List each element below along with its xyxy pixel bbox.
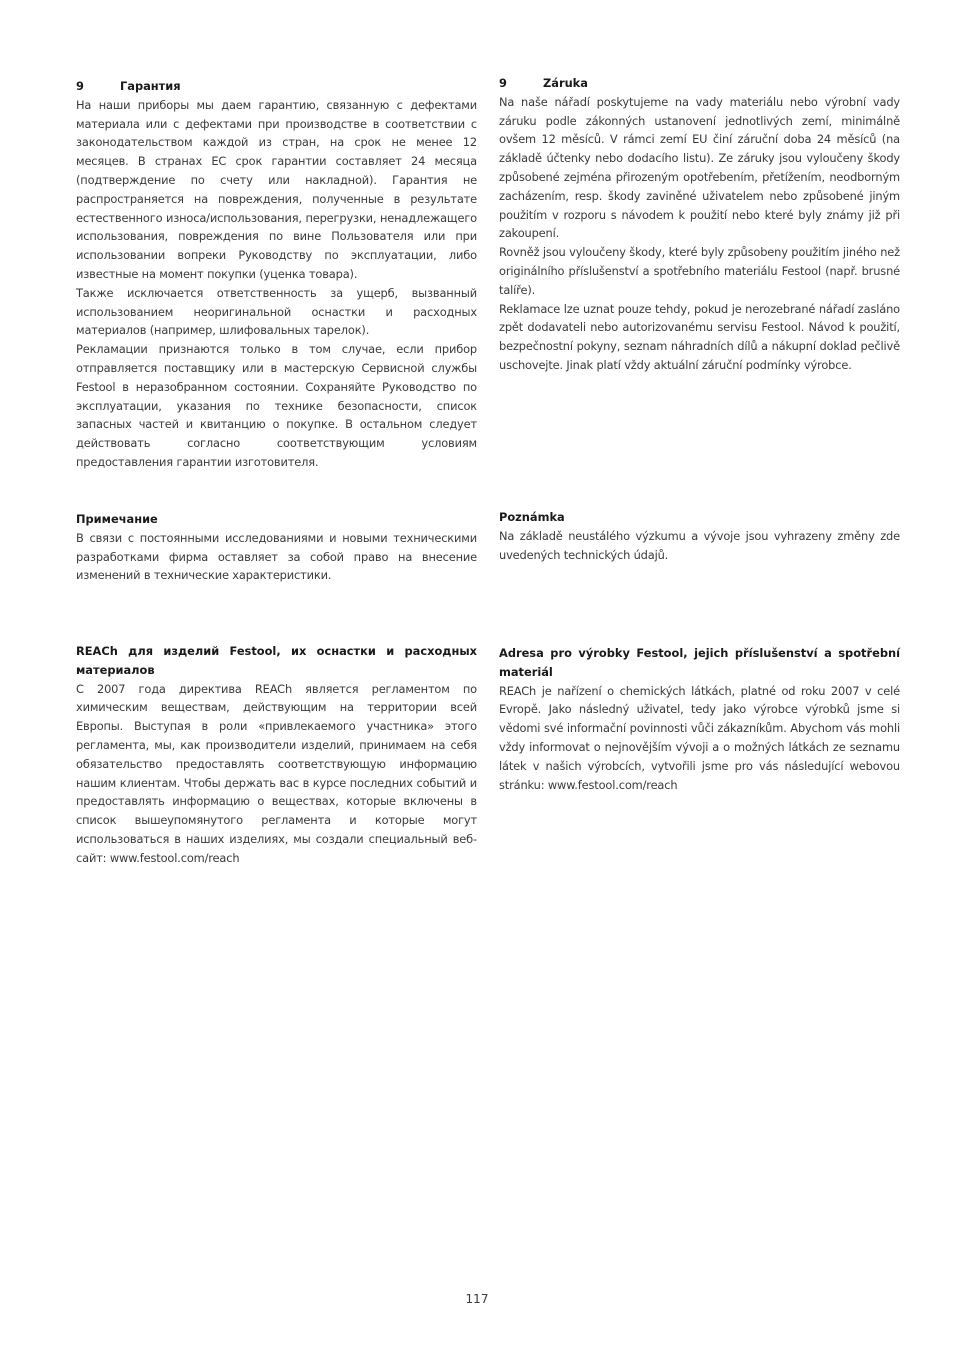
warranty-paragraph-1: На наши приборы мы даем гарантию, связанную с дефектами материала или с дефектами при производстве в соответствии с законодательством каждой из стран, на срок не менее 12 месяцев. В странах ЕС срок гарантии составляет 24 месяца (подтверждение по счету или накладной). Гарантия не распространяется на повреждения, полученные в результате естественного износа/использования, перегрузки, ненадлежащего использования, повреждения по вине Пользователя или при использовании вопреки Руководству по эксплуатации, либо известные на момент покупки (уценка товара).: [76, 97, 477, 281]
note-heading-cs: Poznámka: [499, 510, 565, 524]
note-heading-ru: Примечание: [76, 512, 158, 526]
warranty-paragraph-3: Рекламации признаются только в том случае, если прибор отправляется поставщику или в мастерскую Сервисной службы Festool в неразобранном состоянии. Сохраняйте Руководство по эксплуатации, указания по технике безопасности, список запасных частей и квитанцию о покупке. В остальном следует действовать согласно соответствующим условиям предоставления гарантии изготовителя.: [76, 342, 477, 469]
reach-paragraph: С 2007 года директива REACh является регламентом по химическим веществам, действующим на территории всей Европы. Выступая в роли «привлекаемого участника» этого регламента, мы, как производители изделий, принимаем на себя обязательство предоставлять соответствующую информацию нашим клиентам. Чтобы держать вас в курсе последних событий и предоставлять информацию о веществах, которые включены в список вышеупомянутого регламента и которые могут использоваться в наших изделиях, мы создали специальный веб-сайт: www.festool.com/reach: [76, 681, 477, 865]
section-number: 9: [499, 76, 507, 90]
warranty-heading-cs: [499, 74, 900, 93]
reach-heading-ru: REACh для изделий Festool, их оснастки и расходных материалов: [76, 644, 477, 677]
warranty-paragraph-2: Rovněž jsou vyloučeny škody, které byly způsobeny použitím jiného než originálního příslušenství a spotřebního materiálu Festool (např. brusné talíře).: [499, 245, 900, 297]
warranty-paragraph-2: Также исключается ответственность за ущерб, вызванный использованием неоригинальной оснастки и расходных материалов (например, шлифовальных тарелок).: [76, 285, 477, 338]
note-section-ru: [76, 510, 477, 585]
note-section-cs: [499, 508, 900, 564]
section-title: Záruka: [543, 76, 588, 90]
reach-section-cs: [499, 644, 900, 794]
warranty-heading-ru: [76, 77, 477, 96]
reach-heading-cs: Adresa pro výrobky Festool, jejich příslušenství a spotřební materiál: [499, 646, 900, 679]
section-number: 9: [76, 79, 84, 93]
reach-paragraph: REACh je nařízení o chemických látkách, platné od roku 2007 v celé Evropě. Jako následný uživatel, tedy jako výrobce výrobků jsme si vědomi své informační povinnosti vůči zákazníkům. Abychom vás mohli vždy informovat o nejnovějším vývoji a o možných látkách ze seznamu látek v našich výrobcích, vytvořili jsme pro vás následující webovou stránku: www.festool.com/reach: [499, 683, 900, 792]
page-number: 117: [465, 1292, 489, 1306]
reach-section-ru: [76, 642, 477, 868]
section-title: Гарантия: [120, 79, 181, 93]
warranty-section-cs: [499, 74, 900, 375]
warranty-paragraph-3: Reklamace lze uznat pouze tehdy, pokud je nerozebrané nářadí zasláno zpět dodavateli nebo autorizovanému servisu Festool. Návod k použití, bezpečnostní pokyny, seznam náhradních dílů a nákupní doklad pečlivě uschovejte. Jinak platí vždy aktuální záruční podmínky výrobce.: [499, 301, 900, 372]
warranty-section-ru: [76, 77, 477, 472]
warranty-paragraph-1: Na naše nářadí poskytujeme na vady materiálu nebo výrobní vady záruku podle zákonných ustanovení jednotlivých zemí, minimálně ovšem 12 měsíců. V rámci zemí EU činí záruční doba 24 měsíců (na základě účtenky nebo dodacího listu). Ze záruky jsou vyloučeny škody způsobené zejména přirozeným opotřebením, přetížením, neodborným zacházením, resp. škody zaviněné uživatelem nebo způsobené jiným použitím v rozporu s návodem k použití nebo které byly známy již při zakoupení.: [499, 94, 900, 241]
note-paragraph: В связи с постоянными исследованиями и новыми техническими разработками фирма оставляет за собой право на внесение изменений в технические характеристики.: [76, 530, 477, 583]
note-paragraph: Na základě neustálého výzkumu a vývoje jsou vyhrazeny změny zde uvedených technických údajů.: [499, 528, 900, 562]
